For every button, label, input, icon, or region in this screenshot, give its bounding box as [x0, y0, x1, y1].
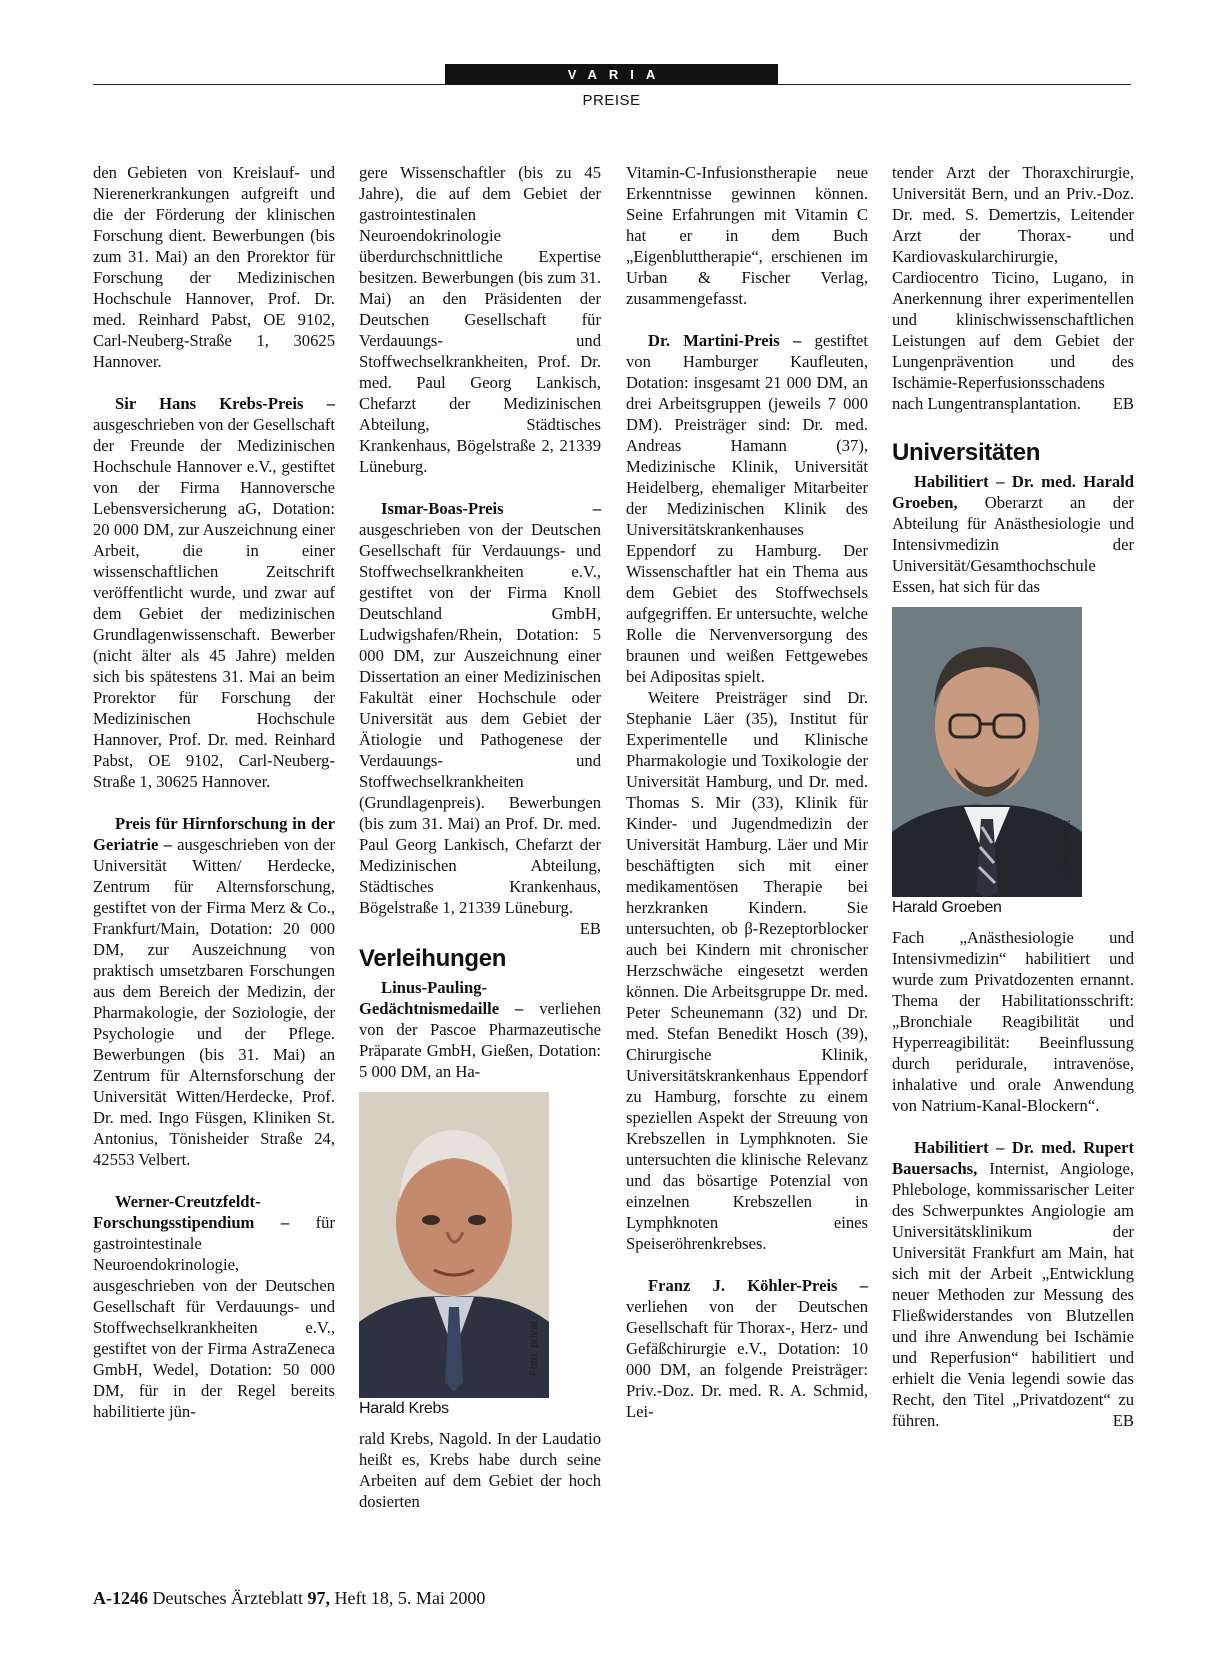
paragraph-text: ausgeschrieben von der Deutschen Gesellschaft für Verdauungs- und Stoffwechselkrankheiten e.V., gestiftet von der Firma Knoll Deutschland GmbH, Ludwigshafen/Rhein, Dotation: 5 000 DM, zur Auszeichnung einer Dissertation an einer Medizinischen Fakultät einer Hochschule oder Universität aus dem Gebiet der Ätiologie und Pathogenese der Verdauungs- und Stoffwechselkrankheiten (Grundlagenpreis). Bewerbungen (bis zum 31. Mai) an Prof. Dr. med. Paul Georg Lankisch, Chefarzt der Medizinischen Abteilung, Städtisches Krankenhaus, Bögelstraße 1, 21339 Lüneburg. — [359, 520, 601, 917]
paragraph — [359, 977, 601, 1082]
photo-caption: Harald Groeben — [892, 899, 1002, 916]
paragraph — [892, 471, 1134, 597]
paragraph-text: Vitamin-C-Infusionstherapie neue Erkenntnisse gewinnen können. Seine Erfahrungen mit Vitamin C hat er in dem Buch „Eigenbluttherapie“, erschienen im Urban & Fischer Verlag, zusammengefasst. — [626, 163, 868, 308]
photo-caption: Harald Krebs — [359, 1400, 449, 1417]
column-1 — [93, 162, 335, 1422]
paragraph-text: ausgeschrieben von der Universität Witten/ Herdecke, Zentrum für Alternsforschung, gestiftet von der Firma Merz & Co., Frankfurt/Main, Dotation: 20 000 DM, zur Auszeichnung von praktisch umsetzbaren Forschungen aus dem Bereich der Medizin, der Pharmakologie, der Soziologie, der Psychologie und der Pflege. Bewerbungen (bis 31. Mai) an Zentrum für Alternsforschung der Universität Witten/Herdecke, Prof. Dr. med. Ingo Füsgen, Kliniken St. Antonius, Tönisheider Straße 24, 42553 Velbert. — [93, 835, 335, 1169]
paragraph — [892, 927, 1134, 1116]
page-number: A-1246 — [93, 1588, 148, 1608]
author-sign: EB — [1112, 1411, 1134, 1430]
paragraph — [93, 1191, 335, 1422]
prize-title: Habilitiert – Dr. med. Rupert Bauersachs, — [892, 1138, 1134, 1178]
paragraph-text: Fach „Anästhesiologie und Intensivmedizin“ habilitiert und wurde zum Privatdozenten ernannt. Thema der Habilitationsschrift: „Bronchiale Reagibilität und Hyperreagibilität: Beeinflussung durch peridurale, intravenöse, inhalative und orale Anwendung von Natrium-Kanal-Blockern“. — [892, 928, 1134, 1115]
paragraph — [626, 330, 868, 687]
paragraph-text: tender Arzt der Thoraxchirurgie, Universität Bern, und an Priv.-Doz. Dr. med. S. Demertzis, Leitender Arzt der Thorax- und Kardiovaskularchirurgie, Cardiocentro Ticino, Lugano, in Anerkennung ihrer experimentellen und klinischwissenschaftlichen Leistungen auf dem Gebiet der Lungenprävention und des Ischämie-Reperfusionsschadens nach Lungentransplantation. — [892, 163, 1134, 413]
section-heading: Universitäten — [892, 439, 1041, 466]
prize-title: Sir Hans Krebs-Preis – — [115, 394, 335, 413]
paragraph — [359, 1428, 601, 1512]
paragraph-text: ausgeschrieben von der Gesellschaft der Freunde der Medizinischen Hochschule Hannover e.V., gestiftet von der Firma Hannoversche Lebensversicherung aG, Dotation: 20 000 DM, zur Auszeichnung einer Arbeit, die in einer wissenschaftlichen Zeitschrift veröffentlicht wurde, und zwar auf dem Gebiet der medizinischen Grundlagenwissenschaft. Bewerber (nicht älter als 45 Jahre) melden sich bis spätestens 31. Mai an beim Prorektor für Forschung der Medizinischen Hochschule Hannover, Prof. Dr. med. Reinhard Pabst, OE 9102, Carl-Neuberg-Straße 1, 30625 Hannover. — [93, 415, 335, 791]
portrait-photo — [359, 1092, 549, 1398]
prize-title: Linus-Pauling-Gedächtnismedaille – — [359, 978, 524, 1018]
portrait-illustration — [359, 1092, 549, 1398]
paragraph-text: verliehen von der Deutschen Gesellschaft für Thorax-, Herz- und Gefäßchirurgie e.V., Dotation: 10 000 DM, an folgende Preisträger: Priv.-Doz. Dr. med. R. A. Schmid, Lei- — [626, 1297, 868, 1421]
portrait-photo — [892, 607, 1082, 897]
paragraph-text: Weitere Preisträger sind Dr. Stephanie Läer (35), Institut für Experimentelle und Klinische Pharmakologie und Toxikologie der Universität Hamburg, und Dr. med. Thomas S. Mir (33), Klinik für Kinder- und Jugendmedizin der Universität Hamburg. Läer und Mir beschäftigten sich mit einer medikamentösen Therapie bei herzkranken Kindern. Sie untersuchten, ob β-Rezeptorblocker auch bei Kindern mit chronischer Herzschwäche eingesetzt werden können. Die Arbeitsgruppe Dr. med. Peter Scheunemann (32) und Dr. med. Stefan Benedikt Hosch (39), Chirurgische Klinik, Universitätskrankenhaus Eppendorf zu Hamburg, forschte zu einem speziellen Aspekt der Streuung von Krebszellen in Lymphknoten. Sie untersuchten die klinische Relevanz und das bösartige Potenzial von einzelnen Krebszellen in Lymphknoten eines Speiseröhrenkrebses. — [626, 688, 868, 1253]
paragraph — [892, 1137, 1134, 1431]
paragraph — [626, 1275, 868, 1422]
paragraph — [93, 393, 335, 792]
prize-title: Dr. Martini-Preis – — [648, 331, 802, 350]
paragraph-text: den Gebieten von Kreislauf- und Nierenerkrankungen aufgreift und die der Förderung der klinischen Forschung dient. Bewerbungen (bis zum 31. Mai) an den Prorektor für Forschung der Medizinischen Hochschule Hannover, Prof. Dr. med. Reinhard Pabst, OE 9102, Carl-Neuberg-Straße 1, 30625 Hannover. — [93, 163, 335, 371]
author-sign: EB — [1112, 394, 1134, 413]
paragraph-text: verliehen von der Pascoe Pharmazeutische Präparate GmbH, Gießen, Dotation: 5 000 DM, an Ha- — [359, 999, 601, 1081]
paragraph — [93, 813, 335, 1170]
section-bar: VARIA — [445, 64, 778, 85]
paragraph — [93, 162, 335, 372]
paragraph — [359, 162, 601, 477]
column-4 — [892, 162, 1134, 1431]
paragraph — [359, 498, 601, 938]
paragraph-text: für gastrointestinale Neuroendokrinologie, ausgeschrieben von der Deutschen Gesellschaft für Verdauungs- und Stoffwechselkrankheiten e.V., gestiftet von der Firma AstraZeneca GmbH, Wedel, Dotation: 50 000 DM, für in der Regel bereits habilitierte jün- — [93, 1213, 335, 1421]
volume-number: 97, — [307, 1588, 330, 1608]
paragraph-text: Internist, Angiologe, Phlebologe, kommissarischer Leiter des Schwerpunktes Angiologie am Universitätsklinikum der Universität Frankfurt am Main, hat sich mit der Arbeit „Entwicklung neuer Methoden zur Messung des Fließwiderstandes von Blutzellen und ihre Anwendung bei Ischämie und Reperfusion“ habilitiert und erhielt die Venia legendi sowie das Recht, den Titel „Privatdozent“ zu führen. — [892, 1159, 1134, 1430]
page-footer — [93, 1587, 485, 1609]
prize-title: Ismar-Boas-Preis – — [381, 499, 601, 518]
author-sign: EB — [579, 919, 601, 938]
prize-title: Werner-Creutzfeldt-Forschungsstipendium – — [93, 1192, 290, 1232]
paragraph-text: rald Krebs, Nagold. In der Laudatio heißt es, Krebs habe durch seine Arbeiten auf dem Gebiet der hoch dosierten — [359, 1429, 601, 1511]
paragraph — [892, 162, 1134, 414]
portrait-illustration — [892, 607, 1082, 897]
photo-block — [892, 607, 1134, 919]
prize-title: Preis für Hirnforschung in der Geriatrie – — [93, 814, 335, 854]
paragraph — [626, 162, 868, 309]
section-heading: Verleihungen — [359, 945, 507, 972]
paragraph-text: gere Wissenschaftler (bis zu 45 Jahre), die auf dem Gebiet der gastrointestinalen Neuroendokrinologie überdurchschnittliche Expertise besitzen. Bewerbungen (bis zum 31. Mai) an den Präsidenten der Deutschen Gesellschaft für Verdauungs- und Stoffwechselkrankheiten, Prof. Dr. med. Paul Georg Lankisch, Chefarzt der Medizinischen Abteilung, Städtisches Krankenhaus, Bögelstraße 2, 21339 Lüneburg. — [359, 163, 601, 476]
column-2 — [359, 162, 601, 1512]
subsection-label: PREISE — [582, 92, 641, 109]
prize-title: Franz J. Köhler-Preis – — [648, 1276, 868, 1295]
paragraph-text: Oberarzt an der Abteilung für Anästhesiologie und Intensivmedizin der Universität/Gesamthochschule Essen, hat sich für das — [892, 493, 1134, 596]
photo-credit: Foto: privat — [528, 1320, 540, 1376]
photo-block — [359, 1092, 601, 1420]
prize-title: Habilitiert – Dr. med. Harald Groeben, — [892, 472, 1134, 512]
issue-info: Heft 18, 5. Mai 2000 — [334, 1588, 486, 1608]
paragraph — [626, 687, 868, 1254]
journal-name: Deutsches Ärzteblatt — [152, 1588, 303, 1608]
column-3 — [626, 162, 868, 1422]
paragraph-text: gestiftet von Hamburger Kaufleuten, Dotation: insgesamt 21 000 DM, an drei Arbeitsgruppen (jeweils 7 000 DM). Preisträger sind: Dr. med. Andreas Hamann (37), Medizinische Klinik, Universität Heidelberg, ehemaliger Mitarbeiter der Medizinischen Klinik des Universitätskrankenhauses Eppendorf zu Hamburg. Der Wissenschaftler hat ein Thema aus dem Gebiet des Stoffwechsels aufgegriffen. Er untersuchte, welche Rolle die Nervenversorgung des braunen und weißen Fettgewebes bei Adipositas spielt. — [626, 331, 869, 686]
photo-credit: Foto: privat — [1061, 819, 1073, 875]
